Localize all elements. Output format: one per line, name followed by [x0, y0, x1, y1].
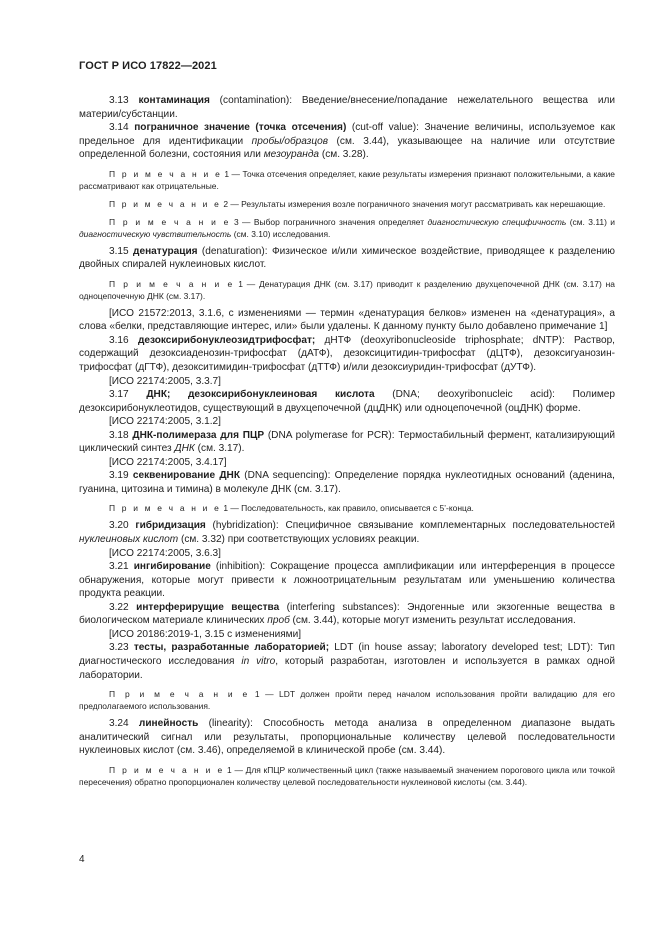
entry-crossref: нуклеиновых кислот: [79, 534, 179, 546]
entry-definition: (см. 3.17).: [194, 443, 245, 455]
entry-3-18: [79, 429, 615, 456]
entry-number: 3.21: [109, 561, 129, 573]
note-label: П р и м е ч а н и е: [109, 168, 222, 179]
entry-3-21: [79, 560, 615, 601]
entry-term: контаминация: [138, 95, 210, 106]
entry-3-16: [79, 334, 615, 375]
note-text: 3 — Выбор пограничного значения определяет: [230, 216, 428, 227]
entry-definition: (interfering substances): Эндогенные или экзогенные вещества в биологическом материале клинических: [79, 601, 616, 627]
entry-definition: (linearity): Способность метода анализа в определенном диапазоне выдать аналитический сигнал или результаты, пропорциональные количеству целевой последовательности нуклеиновых кислот (см. 3.46), определяемой в клинической пробе (см. 3.44).: [79, 718, 615, 757]
note-3-24-1: [79, 764, 615, 788]
note-3-14-2: [79, 198, 615, 210]
entry-definition: (см. 3.28).: [319, 149, 369, 161]
note-text: 1 — Точка отсечения определяет, какие результаты измерения признают положительными, а какие рассматривают как отрицательные.: [79, 168, 615, 191]
entry-definition: (cut-off value): Значение величины, используемое как предельное для идентификации: [79, 122, 615, 147]
note-label: П р и м е ч а н и е: [109, 278, 235, 289]
page-number: 4: [79, 854, 85, 865]
entry-term: денатурация: [133, 245, 198, 257]
entry-number: 3.17: [109, 389, 129, 401]
note-label: П р и м е ч а н и е: [109, 764, 225, 775]
entry-3-22-source: [ИСО 20186:2019-1, 3.15 с изменениями]: [109, 628, 302, 640]
entry-term: тесты, разработанные лабораторией;: [133, 642, 330, 654]
entry-term: линейность: [138, 718, 199, 730]
entry-term: пограничное значение (точка отсечения): [134, 122, 347, 134]
note-text: 1 — Последовательность, как правило, описывается с 5’-конца.: [221, 503, 474, 514]
entry-3-15-source: [ИСО 21572:2013, 3.1.6, с изменениями — термин «денатурация белков» изменен на «денатурация», а слова «белки, представляющие интерес, или» были удалены. К данному пункту было добавлено примечание 1]: [79, 307, 615, 333]
note-text: (см. 3.10) исследования.: [231, 228, 331, 239]
note-label: П р и м е ч а н и е: [109, 198, 222, 209]
entry-number: 3.13: [109, 95, 129, 106]
entry-term: ингибирование: [133, 561, 211, 573]
note-text: 2 — Результаты измерения возле пограничного значения могут рассматривать как нерешающие.: [221, 198, 606, 209]
entry-term: интерферирущие вещества: [136, 601, 280, 613]
entry-number: 3.24: [109, 718, 129, 730]
entry-crossref: пробы/образцов: [251, 135, 329, 147]
entry-term: ДНК-полимераза для ПЦР: [132, 429, 265, 441]
note-label: П р и м е ч а н и е: [109, 216, 231, 227]
entry-number: 3.14: [109, 122, 129, 134]
note-text: 1 — LDT должен пройти перед началом использования пройти валидацию для его предполагаемого использования.: [79, 689, 615, 712]
note-3-14-1: [79, 168, 615, 192]
entry-definition: , который разработан, изготовлен и используется в рамках одной лаборатории.: [79, 655, 615, 681]
entry-term: ДНК; дезоксирибонуклеиновая кислота: [146, 389, 375, 401]
entry-number: 3.20: [109, 520, 129, 532]
entry-definition: (см. 3.44), которые могут изменить результат исследования.: [289, 615, 576, 627]
entry-crossref: ДНК: [174, 443, 195, 455]
entry-number: 3.19: [109, 470, 129, 482]
note-text: (см. 3.11) и: [566, 216, 615, 227]
entry-term: дезоксирибонуклеозидтрифосфат;: [137, 334, 316, 346]
entry-3-24: [79, 717, 615, 758]
note-crossref: диагностическую специфичность: [427, 216, 567, 227]
entry-3-17-source: [ИСО 22174:2005, 3.1.2]: [109, 416, 221, 428]
entry-definition: (hybridization): Специфичное связывание комплементарных последовательностей: [205, 520, 615, 532]
entry-3-19: [79, 469, 615, 496]
entry-definition: (см. 3.44), указывающее на наличие или отсутствие определенной болезни, состояния или: [79, 135, 615, 161]
entry-number: 3.15: [109, 245, 129, 257]
entry-term: секвенирование ДНК: [132, 470, 240, 482]
entry-definition: (DNA sequencing): Определение порядка нуклеотидных оснований (аденина, гуанина, цитозина и тимина) в молекуле ДНК (см. 3.17).: [79, 470, 615, 495]
entry-3-22: [79, 601, 615, 628]
entry-definition: (см. 3.32) при соответствующих условиях реакции.: [178, 534, 420, 546]
entry-number: 3.22: [109, 601, 129, 613]
note-3-19-1: [79, 502, 615, 514]
entry-3-17: [79, 388, 615, 415]
entry-definition: (denaturation): Физическое и/или химическое воздействие, приводящее к разделению двойных спиралей нуклеиновых кислот.: [79, 245, 615, 271]
document-body: [79, 94, 615, 790]
entry-definition: (DNA polymerase for PCR): Термостабильный фермент, катализирующий циклический синтез: [79, 429, 616, 455]
entry-crossref: мезоуранда: [263, 149, 320, 161]
entry-crossref: проб: [267, 615, 290, 627]
entry-number: 3.23: [109, 642, 129, 654]
entry-number: 3.16: [109, 334, 129, 346]
note-text: 1 — Денатурация ДНК (см. 3.17) приводит к разделению двухцепочечной ДНК (см. 3.17) на одноцепочечную ДНК (см. 3.17).: [79, 278, 615, 301]
entry-definition: (contamination): Введение/внесение/попадание нежелательного вещества или материи/субстанции.: [79, 95, 615, 120]
note-3-23-1: [79, 688, 615, 712]
entry-3-20-source: [ИСО 22174:2005, 3.6.3]: [109, 547, 221, 559]
note-label: П р и м е ч а н и е: [109, 503, 222, 514]
entry-term: гибридизация: [135, 520, 206, 532]
entry-3-16-source: [ИСО 22174:2005, 3.3.7]: [109, 375, 221, 387]
note-3-14-3: [79, 216, 615, 240]
entry-crossref: in vitro: [241, 655, 276, 667]
entry-definition: дНТФ (deoxyribonucleoside triphosphate; dNTP): Раствор, содержащий дезоксиаденозин-трифосфат (дАТФ), дезоксицитидин-трифосфат (дЦТФ), дезоксигуанозин-трифосфат (дГТФ), дезокситимидин-трифосфат (дТТФ) и/или дезоксиуридин-трифосфат (дУТФ).: [79, 334, 615, 374]
entry-number: 3.18: [109, 429, 129, 441]
entry-3-15: [79, 245, 615, 272]
note-text: 1 — Для кПЦР количественный цикл (также называемый значением порогового цикла или точкой пересечения) обратно пропорционален количеству целевой последовательности нуклеиновой кислоты (см. 3.44).: [79, 764, 616, 787]
entry-definition: (inhibition): Сокращение процесса амплификации или интерференция в процессе обнаружения, которые могут привести к ложноотрицательным результатам или уменьшению количества продукта реакции.: [79, 561, 615, 600]
entry-3-18-source: [ИСО 22174:2005, 3.4.17]: [109, 456, 227, 468]
entry-3-13: [79, 94, 615, 121]
note-crossref: диагностическую чувствительность: [79, 228, 232, 239]
entry-3-20: [79, 519, 615, 546]
entry-definition: LDT (in house assay; laboratory developed test; LDT): Тип диагностического исследования: [79, 642, 615, 667]
note-label: П р и м е ч а н и е: [109, 689, 250, 700]
entry-definition: (DNA; deoxyribonucleic acid): Полимер дезоксирибонуклеотидов, существующий в двухцепочечной (дцДНК) или одноцепочечной (оцДНК) форме.: [79, 389, 616, 414]
entry-3-14: [79, 121, 615, 162]
note-3-15-1: [79, 278, 615, 302]
document-header-title: ГОСТ Р ИСО 17822—2021: [79, 60, 217, 72]
entry-3-23: [79, 641, 615, 682]
